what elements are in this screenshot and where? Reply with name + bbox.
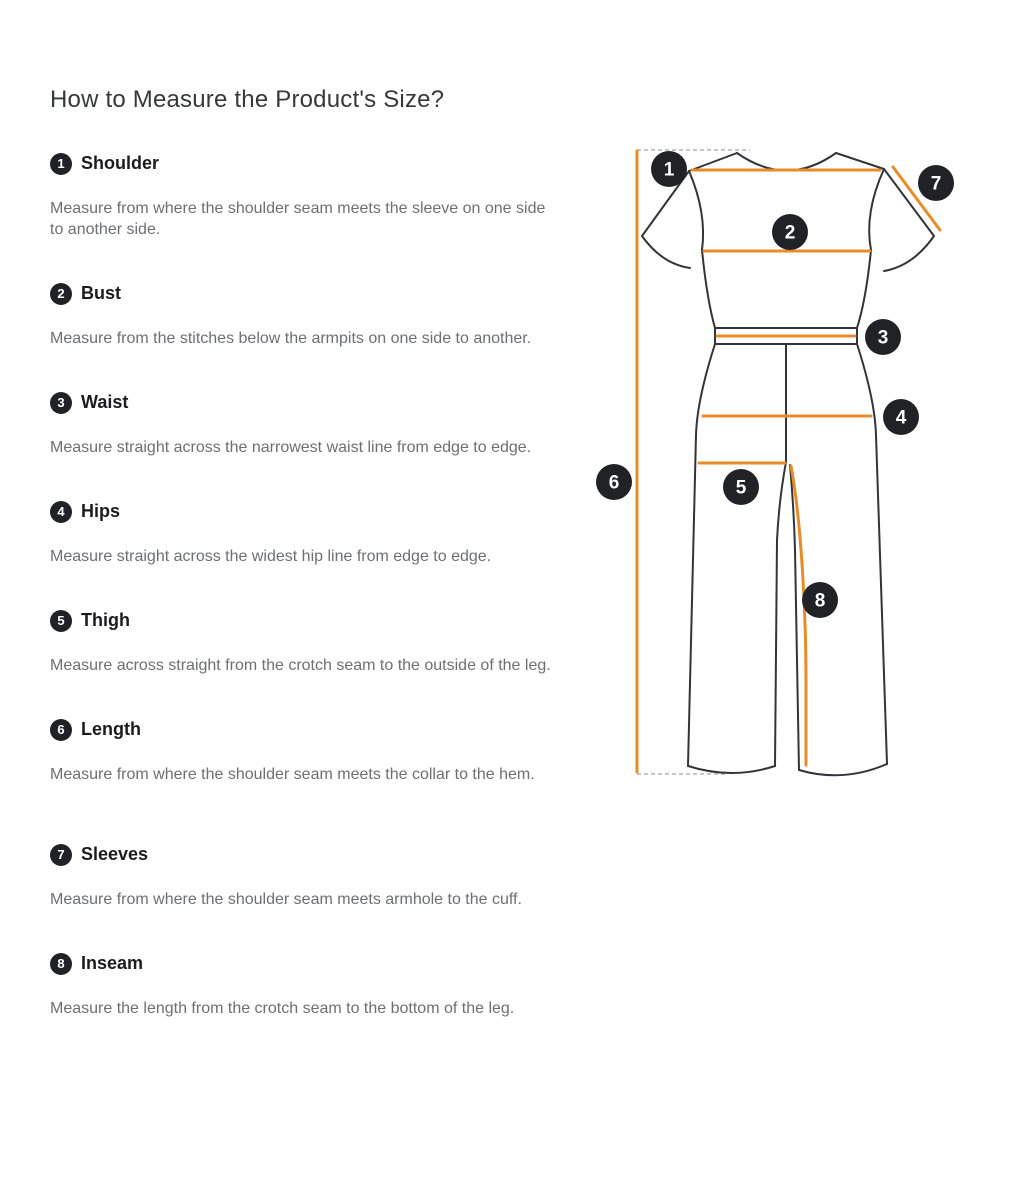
- section-label: Hips: [81, 501, 121, 521]
- section-description: Measure from where the shoulder seam meets the sleeve on one side to another side.: [50, 200, 546, 238]
- section-label: Length: [81, 719, 141, 739]
- section-label: Thigh: [81, 610, 130, 630]
- section-label: Bust: [81, 283, 121, 303]
- svg-text:8: 8: [814, 590, 826, 612]
- diagram-badge-hips: [883, 399, 919, 435]
- section-label: Waist: [81, 392, 129, 412]
- section-label: Shoulder: [81, 153, 160, 173]
- section-label: Sleeves: [81, 844, 149, 864]
- section-description: Measure straight across the narrowest waist line from edge to edge.: [50, 439, 532, 456]
- svg-text:3: 3: [877, 327, 889, 349]
- section-description: Measure the length from the crotch seam to the bottom of the leg.: [50, 1000, 515, 1017]
- section-description: Measure from where the shoulder seam meets armhole to the cuff.: [50, 891, 522, 908]
- svg-text:1: 1: [663, 159, 675, 181]
- diagram-badge-bust: [772, 214, 808, 250]
- section-label: Inseam: [81, 953, 144, 973]
- section-number-badge: 3: [50, 392, 72, 414]
- diagram-number-badges: [596, 151, 954, 618]
- diagram-badge-sleeves: [918, 165, 954, 201]
- section-number-badge: 6: [50, 719, 72, 741]
- section-number-badge: 8: [50, 953, 72, 975]
- section-number-badge: 5: [50, 610, 72, 632]
- section-description: Measure from the stitches below the armpits on one side to another.: [50, 330, 532, 347]
- diagram-badge-length: [596, 464, 632, 500]
- section-description: Measure straight across the widest hip line from edge to edge.: [50, 548, 492, 565]
- diagram-badge-thigh: [723, 469, 759, 505]
- section-number-badge: 2: [50, 283, 72, 305]
- section-number-badge: 4: [50, 501, 72, 523]
- diagram-badge-waist: [865, 319, 901, 355]
- diagram-badge-shoulder: [651, 151, 687, 187]
- svg-text:2: 2: [784, 222, 796, 244]
- svg-text:6: 6: [608, 472, 620, 494]
- section-number-badge: 1: [50, 153, 72, 175]
- svg-text:5: 5: [735, 477, 747, 499]
- svg-text:7: 7: [930, 173, 942, 195]
- section-description: Measure from where the shoulder seam meets the collar to the hem.: [50, 766, 535, 783]
- diagram-badge-inseam: [802, 582, 838, 618]
- page-title: How to Measure the Product's Size?: [50, 86, 445, 113]
- section-number-badge: 7: [50, 844, 72, 866]
- section-description: Measure across straight from the crotch seam to the outside of the leg.: [50, 657, 551, 674]
- svg-text:4: 4: [895, 407, 907, 429]
